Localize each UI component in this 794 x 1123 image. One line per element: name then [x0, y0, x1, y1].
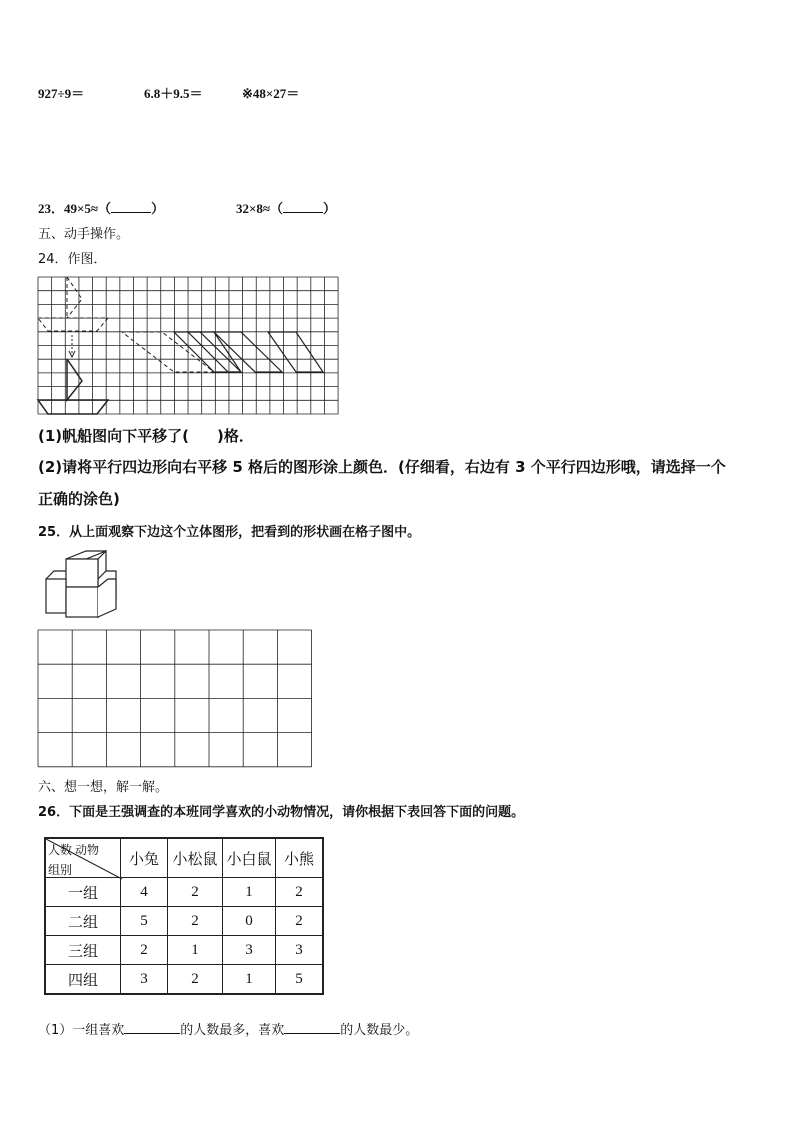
q22-expr-1: 927÷9＝ — [38, 86, 85, 101]
q23-answer-blank-1[interactable] — [111, 212, 151, 213]
table-cell: 2 — [276, 907, 324, 936]
table-row — [45, 907, 323, 936]
table-cell: 3 — [276, 936, 324, 965]
table-corner-cell — [45, 838, 121, 878]
table-col-header: 小松鼠 — [168, 838, 223, 878]
q26-sub-1-b: 的人数最多，喜欢 — [180, 1023, 285, 1038]
q23-line-2 — [236, 198, 336, 217]
parallelogram-option-b — [188, 332, 241, 372]
corner-top-label: 人数 动物 — [48, 843, 100, 857]
sailboat-mast-dashed — [67, 277, 82, 318]
q23-line — [38, 198, 164, 217]
table-cell: 3 — [223, 936, 276, 965]
translation-arrow — [69, 335, 75, 357]
q24-sub-1-before: (1)帆船图向下平移了( — [38, 427, 190, 445]
cube-right-side — [98, 579, 116, 617]
q24-sub-1 — [38, 425, 254, 446]
q24-grid-figure — [38, 277, 340, 414]
table-row-group: 一组 — [45, 878, 121, 907]
q24-sub-1-after: )格． — [217, 427, 254, 445]
q25-title: 25．从上面观察下边这个立体图形，把看到的形状画在格子图中。 — [38, 525, 421, 540]
table-header-row — [45, 838, 323, 878]
cube-stack-figure — [46, 551, 118, 621]
table-cell: 2 — [276, 878, 324, 907]
q22-expr-3: ※48×27＝ — [242, 86, 300, 101]
table-cell: 2 — [168, 878, 223, 907]
q24-title: 24．作图． — [38, 252, 107, 267]
cube-bottom-front — [66, 587, 98, 617]
table-cell: 0 — [223, 907, 276, 936]
q23-close-1: ） — [151, 201, 165, 216]
table-cell: 2 — [121, 936, 168, 965]
table-col-header: 小兔 — [121, 838, 168, 878]
table-cell: 2 — [168, 907, 223, 936]
q23-close-2: ） — [323, 201, 337, 216]
cube-top-front — [66, 559, 98, 587]
section-5-heading: 五、动手操作。 — [38, 227, 130, 242]
table-cell: 1 — [223, 878, 276, 907]
table-cell: 2 — [168, 965, 223, 995]
q25-grid-lines — [38, 630, 312, 767]
parallelogram-options — [174, 332, 323, 372]
table-row-group: 三组 — [45, 936, 121, 965]
pet-preference-table — [44, 837, 324, 995]
table-row — [45, 936, 323, 965]
q26-sub-1-a: （1）一组喜欢 — [38, 1023, 125, 1038]
corner-bottom-label: 组别 — [48, 863, 73, 877]
q23-answer-blank-2[interactable] — [283, 212, 323, 213]
table-cell: 1 — [223, 965, 276, 995]
table-cell: 3 — [121, 965, 168, 995]
cube-left-front — [46, 579, 66, 613]
table-row-group: 四组 — [45, 965, 121, 995]
sailboat-mast-solid — [67, 359, 82, 400]
q24-sub-2-line-1: (2)请将平行四边形向右平移 5 格后的图形涂上颜色．(仔细看，右边有 3 个平行四边形哦，请选择一个 — [38, 458, 726, 476]
q26-sub-1 — [38, 1019, 418, 1038]
q26-sub-1-blank-least[interactable] — [284, 1033, 340, 1034]
parallelogram-original — [122, 332, 214, 372]
table-col-header: 小白鼠 — [223, 838, 276, 878]
table-cell: 5 — [121, 907, 168, 936]
sailboat-hull-dashed — [38, 318, 108, 331]
table-cell: 1 — [168, 936, 223, 965]
table-cell: 4 — [121, 878, 168, 907]
cube-left-top — [46, 571, 66, 579]
q23-expr-1: 49×5≈（ — [64, 201, 112, 216]
q26-sub-1-blank-most[interactable] — [124, 1033, 180, 1034]
q23-number: 23． — [38, 201, 65, 216]
table-row — [45, 878, 323, 907]
q25-answer-grid[interactable] — [38, 630, 312, 767]
table-row — [45, 965, 323, 995]
q22-expr-2: 6.8＋9.5＝ — [144, 86, 203, 101]
q26-sub-1-c: 的人数最少。 — [340, 1023, 419, 1038]
sailboat-hull-solid — [38, 400, 108, 414]
q24-sub-2-line-2: 正确的涂色) — [38, 490, 120, 508]
table-row-group: 二组 — [45, 907, 121, 936]
table-col-header: 小熊 — [276, 838, 324, 878]
section-6-heading: 六、想一想，解一解。 — [38, 780, 169, 795]
q26-title: 26．下面是王强调查的本班同学喜欢的小动物情况，请你根据下表回答下面的问题。 — [38, 805, 525, 820]
q23-expr-2: 32×8≈（ — [236, 201, 284, 216]
table-cell: 5 — [276, 965, 324, 995]
